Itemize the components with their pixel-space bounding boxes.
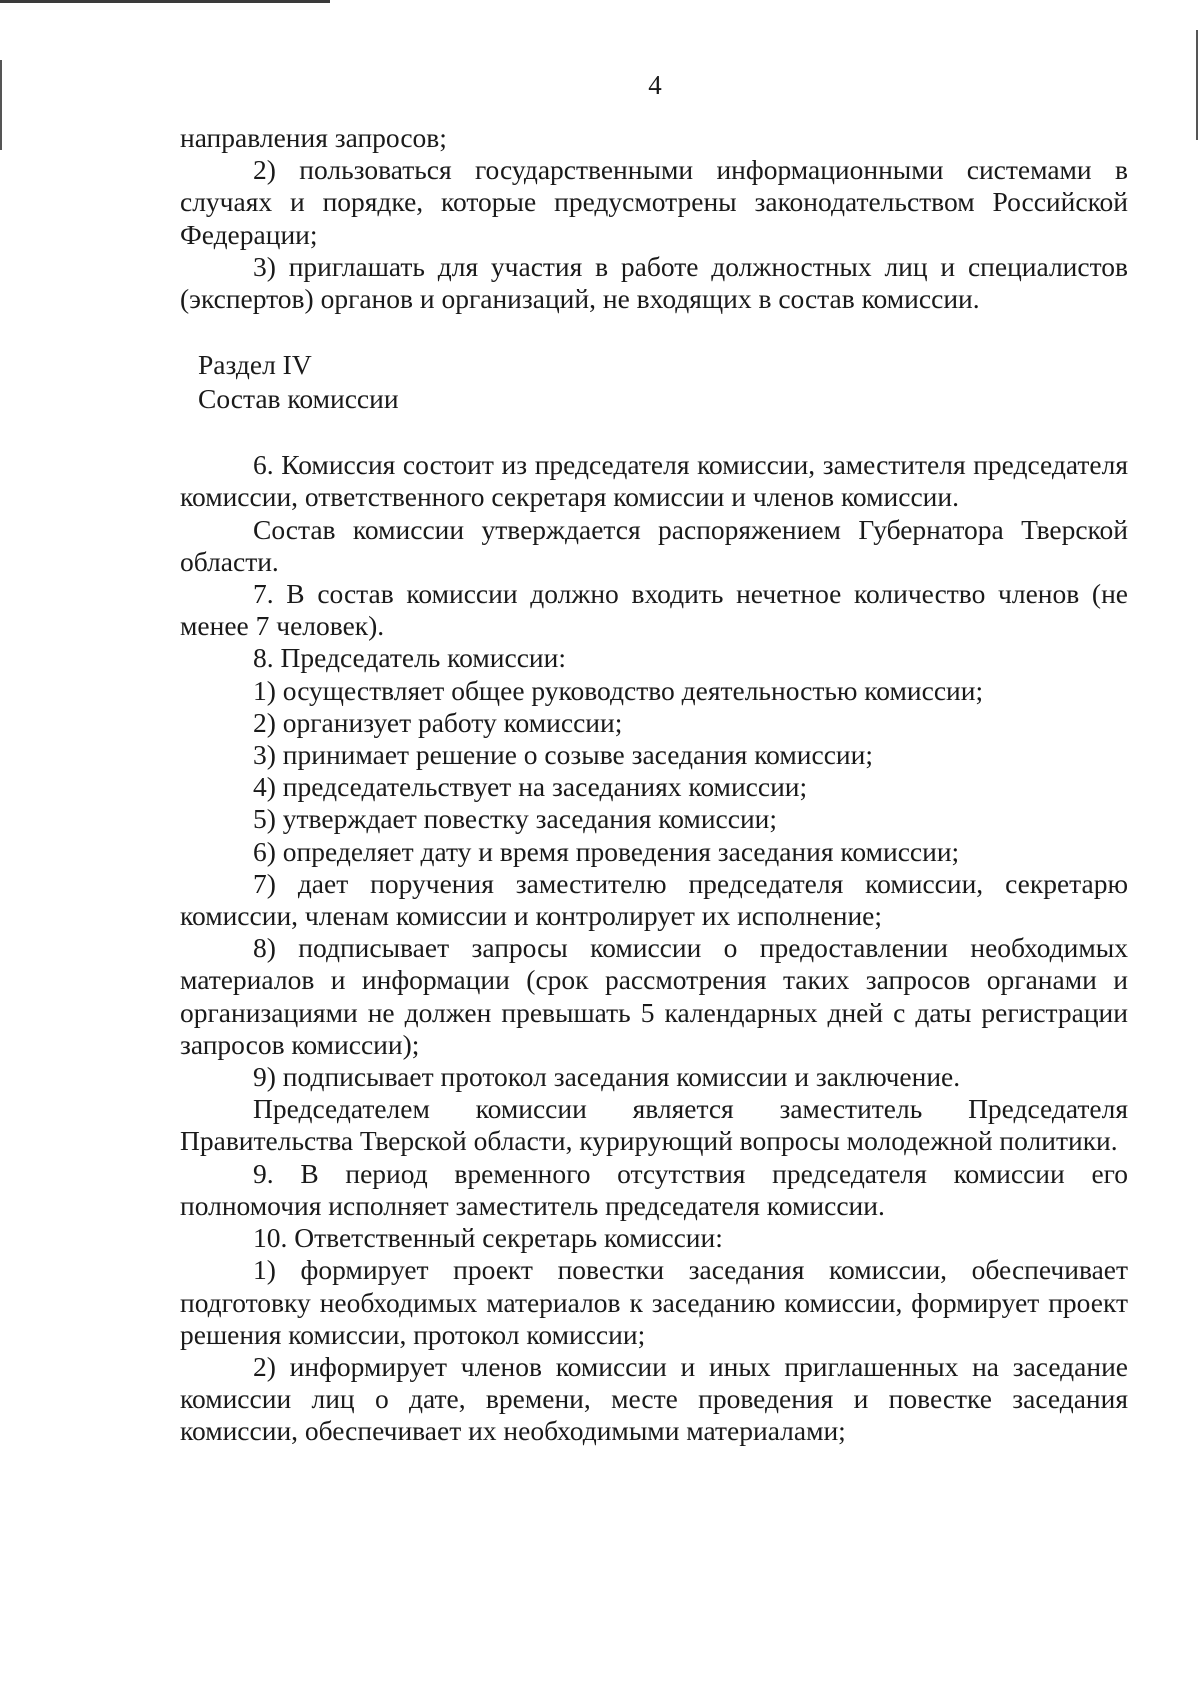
scan-border-top <box>0 0 330 3</box>
paragraph: направления запросов; <box>180 122 447 153</box>
paragraph: 6. Комиссия состоит из председателя комиссии, заместителя председателя комиссии, ответственного секретаря комиссии и членов комиссии. <box>180 449 1128 513</box>
list-item: 2) организует работу комиссии; <box>253 706 623 738</box>
list-item: 7) дает поручения заместителю председателя комиссии, секретарю комиссии, членам комиссии и контролирует их исполнение; <box>180 867 1128 932</box>
list-item: 9) подписывает протокол заседания комиссии и заключение. <box>253 1061 961 1093</box>
paragraph: Председателем комиссии является заместитель Председателя Правительства Тверской области, курирующий вопросы молодежной политики. <box>180 1093 1128 1157</box>
paragraph: 10. Ответственный секретарь комиссии: <box>253 1222 723 1254</box>
list-item: 1) формирует проект повестки заседания комиссии, обеспечивает подготовку необходимых материалов к заседанию комиссии, формирует проект решения комиссии, протокол комиссии; <box>180 1254 1128 1350</box>
section-title: Состав комиссии <box>198 383 399 415</box>
section-header <box>180 348 1128 416</box>
list-item: 2) информирует членов комиссии и иных приглашенных на заседание комиссии лиц о дате, времени, месте проведения и повестке заседания комиссии, обеспечивает их необходимыми материалами; <box>180 1350 1128 1447</box>
section-number: Раздел IV <box>198 349 312 381</box>
list-item: 8) подписывает запросы комиссии о предоставлении необходимых материалов и информации (срок рассмотрения таких запросов органами и организациями не должен превышать 5 календарных дней с даты регистрации запросов комиссии); <box>180 932 1128 1060</box>
list-item: 6) определяет дату и время проведения заседания комиссии; <box>253 835 960 867</box>
list-item: 3) принимает решение о созыве заседания комиссии; <box>253 739 873 771</box>
paragraph: 8. Председатель комиссии: <box>253 642 566 674</box>
page-number: 4 <box>648 70 662 100</box>
paragraph: 2) пользоваться государственными информационными системами в случаях и порядке, которые предусмотрены законодательством Российской Федерации; <box>180 154 1128 250</box>
paragraph: 9. В период временного отсутствия председателя комиссии его полномочия исполняет заместитель председателя комиссии. <box>180 1157 1128 1221</box>
list-item: 1) осуществляет общее руководство деятельностью комиссии; <box>253 674 984 706</box>
list-item: 4) председательствует на заседаниях комиссии; <box>253 771 808 803</box>
document-body <box>180 122 1128 1448</box>
paragraph: 7. В состав комиссии должно входить нечетное количество членов (не менее 7 человек). <box>180 578 1128 642</box>
paragraph: 3) приглашать для участия в работе должностных лиц и специалистов (экспертов) органов и организаций, не входящих в состав комиссии. <box>180 250 1128 315</box>
list-item: 5) утверждает повестку заседания комиссии; <box>253 803 778 835</box>
paragraph: Состав комиссии утверждается распоряжением Губернатора Тверской области. <box>180 513 1128 577</box>
